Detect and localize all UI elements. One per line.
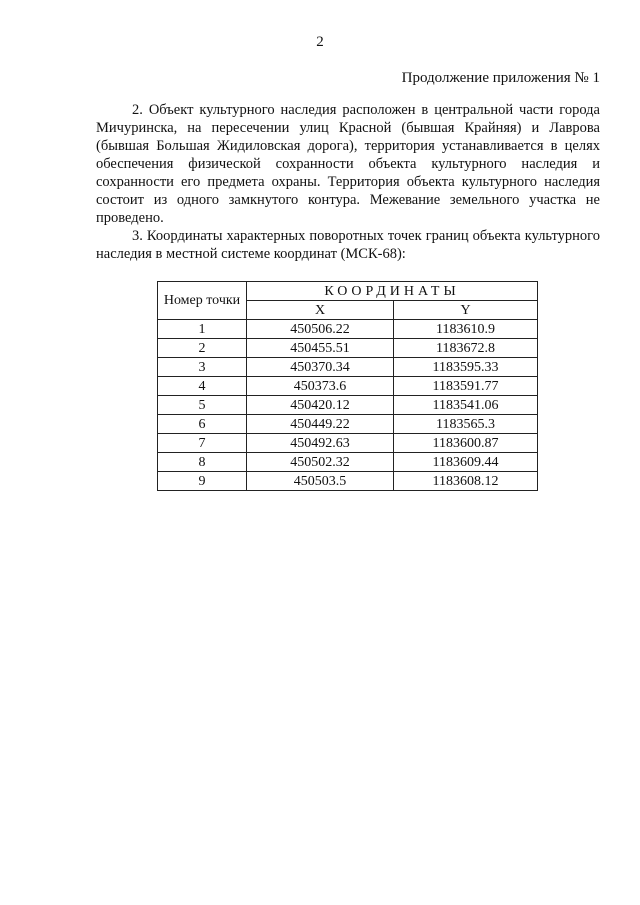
- cell-point-number: 4: [158, 377, 247, 396]
- header-y: Y: [394, 301, 538, 320]
- header-point-number: Номер точки: [158, 282, 247, 320]
- cell-y: 1183565.3: [394, 415, 538, 434]
- cell-point-number: 8: [158, 453, 247, 472]
- cell-y: 1183672.8: [394, 339, 538, 358]
- cell-y: 1183610.9: [394, 320, 538, 339]
- cell-x: 450370.34: [247, 358, 394, 377]
- cell-y: 1183600.87: [394, 434, 538, 453]
- cell-x: 450455.51: [247, 339, 394, 358]
- table-row: [158, 434, 538, 453]
- cell-y: 1183595.33: [394, 358, 538, 377]
- cell-point-number: 9: [158, 472, 247, 491]
- table-row: [158, 415, 538, 434]
- table-row: [158, 472, 538, 491]
- cell-x: 450502.32: [247, 453, 394, 472]
- cell-point-number: 7: [158, 434, 247, 453]
- table-row: [158, 320, 538, 339]
- cell-y: 1183608.12: [394, 472, 538, 491]
- cell-point-number: 6: [158, 415, 247, 434]
- paragraph-coordinates-intro: 3. Координаты характерных поворотных точек границ объекта культурного наследия в местной системе координат (МСК-68):: [96, 228, 600, 262]
- cell-x: 450492.63: [247, 434, 394, 453]
- appendix-continuation-note: Продолжение приложения № 1: [401, 70, 600, 86]
- table-row: [158, 396, 538, 415]
- table-header-row: [158, 282, 538, 301]
- header-coordinates: КООРДИНАТЫ: [247, 282, 538, 301]
- coordinates-table: [157, 281, 538, 491]
- table-row: [158, 453, 538, 472]
- cell-y: 1183591.77: [394, 377, 538, 396]
- paragraph-object-location: 2. Объект культурного наследия расположен в центральной части города Мичуринска, на пересечении улиц Красной (бывшая Крайняя) и Лаврова (бывшая Большая Жидиловская дорога), территория устанавливается в целях обеспечения физической сохранности объекта культурного наследия и сохранности его предмета охраны. Территория объекта культурного наследия состоит из одного замкнутого контура. Межевание земельного участка не проведено.: [96, 102, 600, 226]
- cell-point-number: 1: [158, 320, 247, 339]
- cell-x: 450503.5: [247, 472, 394, 491]
- cell-x: 450449.22: [247, 415, 394, 434]
- cell-point-number: 3: [158, 358, 247, 377]
- cell-y: 1183541.06: [394, 396, 538, 415]
- page-number: 2: [316, 34, 324, 50]
- cell-x: 450373.6: [247, 377, 394, 396]
- cell-point-number: 2: [158, 339, 247, 358]
- header-x: X: [247, 301, 394, 320]
- table-row: [158, 339, 538, 358]
- cell-x: 450420.12: [247, 396, 394, 415]
- cell-y: 1183609.44: [394, 453, 538, 472]
- table-row: [158, 377, 538, 396]
- cell-point-number: 5: [158, 396, 247, 415]
- table-row: [158, 358, 538, 377]
- cell-x: 450506.22: [247, 320, 394, 339]
